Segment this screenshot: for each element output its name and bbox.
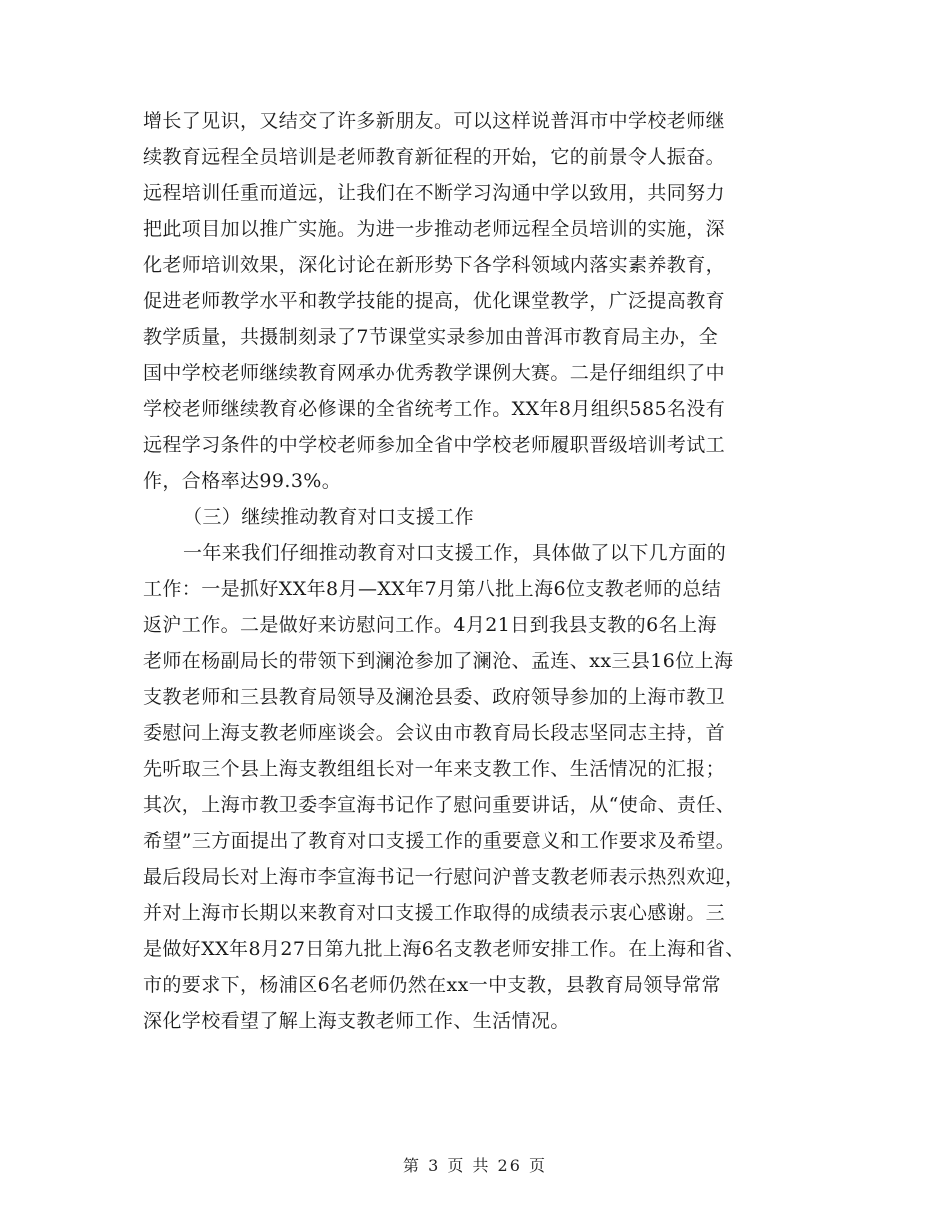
text-line: 委慰问上海支教老师座谈会。会议由市教育局长段志坚同志主持，首 <box>143 722 726 744</box>
text-line: 教学质量，共摄制刻录了7节课堂实录参加由普洱市教育局主办，全 <box>143 326 719 348</box>
text-line: 续教育远程全员培训是老师教育新征程的开始，它的前景令人振奋。 <box>143 146 726 168</box>
text-line: 先听取三个县上海支教组组长对一年来支教工作、生活情况的汇报； <box>143 758 726 780</box>
text-line: 学校老师继续教育必修课的全省统考工作。XX年8月组织585名没有 <box>143 398 726 420</box>
text-line: 促进老师教学水平和教学技能的提高，优化课堂教学，广泛提高教育 <box>143 290 726 312</box>
text-line: （三）继续推动教育对口支援工作 <box>183 506 475 528</box>
page-footer: 第 3 页 共 26 页 <box>403 1156 547 1175</box>
text-line: 一年来我们仔细推动教育对口支援工作，具体做了以下几方面的 <box>183 542 727 564</box>
text-line: 远程学习条件的中学校老师参加全省中学校老师履职晋级培训考试工 <box>143 434 726 456</box>
text-line: 作，合格率达99.3%。 <box>143 470 342 492</box>
text-line: 并对上海市长期以来教育对口支援工作取得的成绩表示衷心感谢。三 <box>143 902 726 924</box>
text-line: 是做好XX年8月27日第九批上海6名支教老师安排工作。在上海和省、 <box>143 938 745 960</box>
text-line: 希望”三方面提出了教育对口支援工作的重要意义和工作要求及希望。 <box>143 830 736 852</box>
text-line: 市的要求下，杨浦区6名老师仍然在xx一中支教，县教育局领导常常 <box>143 974 721 996</box>
text-line: 其次，上海市教卫委李宣海书记作了慰问重要讲话，从“使命、责任、 <box>143 794 736 816</box>
text-line: 增长了见识，又结交了许多新朋友。可以这样说普洱市中学校老师继 <box>143 110 726 132</box>
text-line: 支教老师和三县教育局领导及澜沧县委、政府领导参加的上海市教卫 <box>143 686 726 708</box>
text-line: 深化学校看望了解上海支教老师工作、生活情况。 <box>143 1010 570 1032</box>
text-line: 最后段局长对上海市李宣海书记一行慰问沪普支教老师表示热烈欢迎， <box>143 866 745 888</box>
text-line: 国中学校老师继续教育网承办优秀教学课例大赛。二是仔细组织了中 <box>143 362 726 384</box>
text-line: 化老师培训效果，深化讨论在新形势下各学科领域内落实素养教育， <box>143 254 726 276</box>
text-line: 返沪工作。二是做好来访慰问工作。4月21日到我县支教的6名上海 <box>143 614 717 636</box>
text-line: 把此项目加以推广实施。为进一步推动老师远程全员培训的实施，深 <box>143 218 726 240</box>
body-text <box>143 103 833 1039</box>
text-line: 工作：一是抓好XX年8月—XX年7月第八批上海6位支教老师的总结 <box>143 578 722 600</box>
text-line: 远程培训任重而道远，让我们在不断学习沟通中学以致用，共同努力 <box>143 182 726 204</box>
text-line: 老师在杨副局长的带领下到澜沧参加了澜沧、孟连、xx三县16位上海 <box>143 650 734 672</box>
